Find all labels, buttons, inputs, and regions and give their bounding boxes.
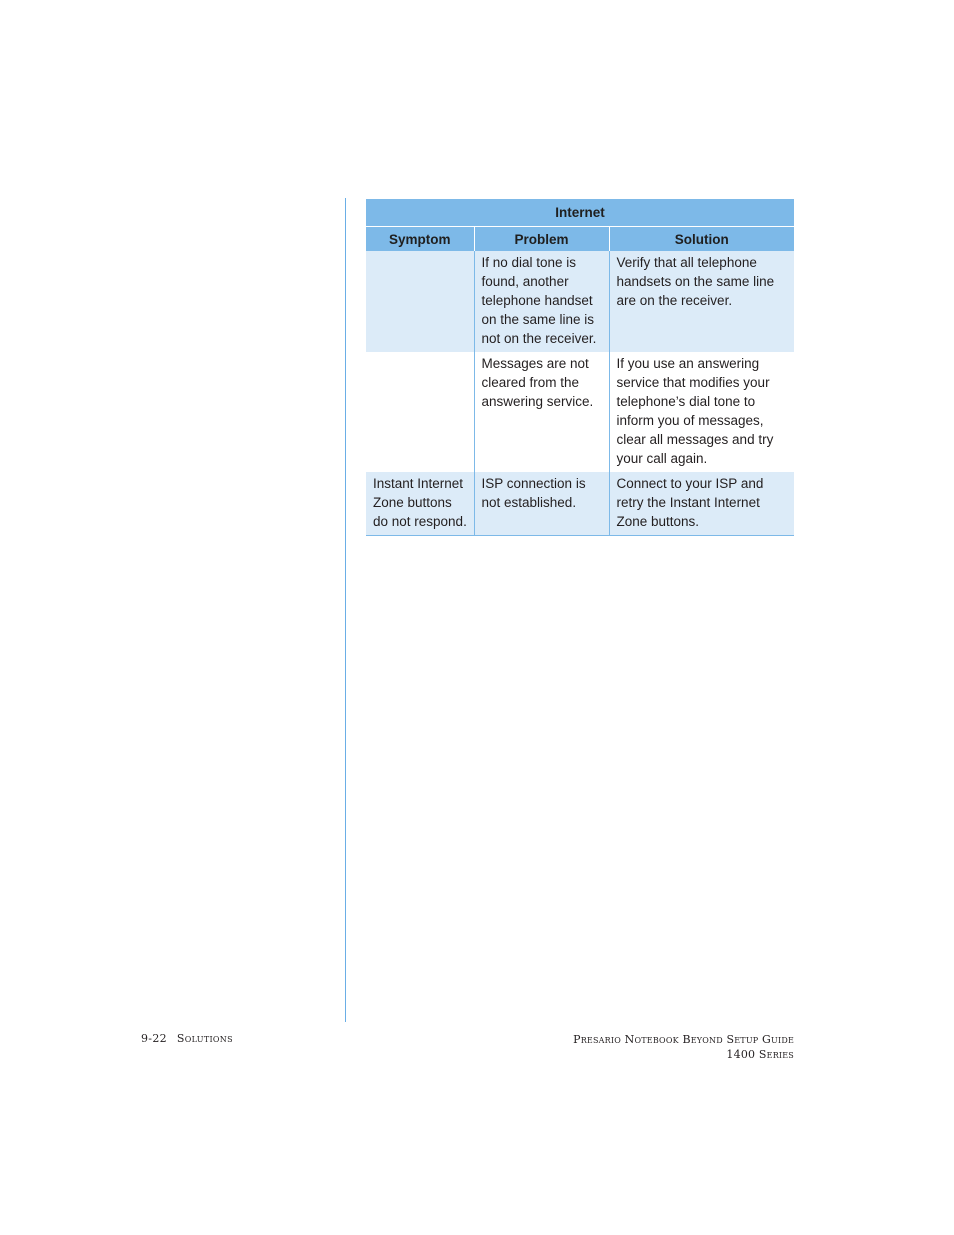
problem-cell: If no dial tone is found, another telephone handset on the same line is not on the receiver. [474, 251, 609, 352]
troubleshooting-table [366, 199, 794, 536]
page-number: 9-22 [141, 1032, 167, 1045]
column-header-solution: Solution [609, 227, 794, 252]
symptom-cell: Instant Internet Zone buttons do not respond. [366, 472, 474, 536]
problem-cell: Messages are not cleared from the answering service. [474, 352, 609, 472]
symptom-cell [366, 352, 474, 472]
table-row [366, 251, 794, 352]
symptom-cell [366, 251, 474, 352]
table-row [366, 352, 794, 472]
footer-right [573, 1032, 794, 1062]
footer-left [141, 1032, 233, 1045]
guide-title: Presario Notebook Beyond Setup Guide [573, 1033, 794, 1046]
column-header-symptom: Symptom [366, 227, 474, 252]
problem-cell: ISP connection is not established. [474, 472, 609, 536]
series-name: 1400 Series [726, 1048, 794, 1061]
solution-cell: Connect to your ISP and retry the Instant Internet Zone buttons. [609, 472, 794, 536]
section-name: Solutions [176, 1032, 233, 1045]
column-header-problem: Problem [474, 227, 609, 252]
solution-cell: Verify that all telephone handsets on the same line are on the receiver. [609, 251, 794, 352]
margin-rule [345, 198, 346, 1022]
table-title: Internet [366, 199, 794, 227]
table-row [366, 472, 794, 536]
solution-cell: If you use an answering service that modifies your telephone’s dial tone to inform you of messages, clear all messages and try your call again. [609, 352, 794, 472]
